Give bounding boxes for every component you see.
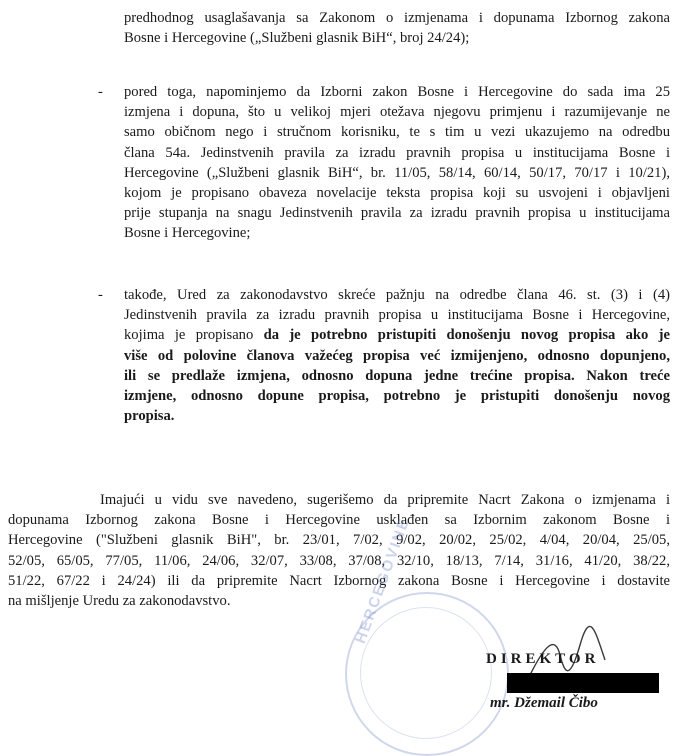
text-line: samo običnom nego i stručnom korisniku, te s tim u vezi ukazujemo na odredbu bbox=[124, 124, 670, 141]
emphasis-span: da je potrebno pristupiti donošenju novog propisa ako je bbox=[263, 327, 670, 344]
text-line: člana 54a. Jedinstvenih pravila za izradu pravnih propisa u institucijama Bosne i bbox=[124, 144, 670, 161]
emphasis-line: više od polovine članova važećeg propisa već izmijenjeno, odnosno dopunjeno, bbox=[124, 347, 670, 364]
text-line: predhodnog usaglašavanja sa Zakonom o izmjenama i dopunama Izbornog zakona bbox=[124, 10, 670, 26]
bullet-dash: - bbox=[98, 287, 103, 303]
text-line: Hercegovine ("Službeni glasnik BiH", br. 23/01, 7/02, 9/02, 20/02, 25/02, 4/04, 20/04, 25/05, bbox=[8, 532, 670, 549]
emphasis-line: ili se predlaže izmjena, odnosno dopuna jedne trećine propisa. Nakon treće bbox=[124, 367, 670, 384]
intro-paragraph bbox=[124, 8, 670, 48]
signatory-title: DIREKTOR bbox=[486, 651, 600, 667]
signatory-name: mr. Džemail Čibo bbox=[490, 695, 598, 711]
text-line: prije stupanja na snagu Jedinstvenih pravila za izradu pravnih propisa u institucijama bbox=[124, 205, 670, 222]
bullet-dash: - bbox=[98, 84, 103, 100]
emphasis-line: izmjene, odnosno dopune propisa, potrebno je pristupiti donošenju novog bbox=[124, 388, 670, 405]
text-line: Bosne i Hercegovine („Službeni glasnik BiH“, broj 24/24); bbox=[124, 30, 470, 47]
stamp-text: HERCEGOVINE bbox=[352, 515, 414, 646]
emphasis-line: propisa. bbox=[124, 408, 175, 425]
text-line: izmjena i dopuna, što u velikoj mjeri otežava njegovu primjenu i razumijevanje ne bbox=[124, 104, 670, 121]
text-line: Hercegovine („Službeni glasnik BiH“, br. 11/05, 58/14, 60/14, 50/17, 70/17 i 10/21), bbox=[124, 164, 670, 181]
text-line: 51/22, 67/22 i 24/24) ili da pripremite Nacrt Izbornog zakona Bosne i Hercegovine i dostavite bbox=[8, 572, 670, 589]
official-stamp-inner-ring bbox=[360, 607, 492, 739]
text-line: kojom je propisano obaveza novelacije teksta propisa koji su usvojeni i objavljeni bbox=[124, 185, 670, 202]
redaction-bar bbox=[507, 673, 659, 693]
text-line: na mišljenje Uredu za zakonodavstvo. bbox=[8, 593, 231, 610]
bullet-paragraph-1 bbox=[124, 82, 670, 244]
text-line: pored toga, napominjemo da Izborni zakon Bosne i Hercegovine do sada ima 25 bbox=[124, 84, 670, 100]
text-line: Imajući u vidu sve navedeno, sugerišemo da pripremite Nacrt Zakona o izmjenama i bbox=[100, 492, 670, 508]
text-line: takođe, Ured za zakonodavstvo skreće pažnju na odredbe člana 46. st. (3) i (4) bbox=[124, 287, 670, 303]
mixed-text-line bbox=[124, 325, 670, 345]
text-span: kojima je propisano bbox=[124, 327, 264, 344]
text-line: dopunama Izbornog zakona Bosne i Hercegovine usklađen sa Izbornim zakonom Bosne i bbox=[8, 512, 670, 529]
bullet-paragraph-2 bbox=[124, 285, 670, 426]
text-line: 52/05, 65/05, 77/05, 11/06, 24/06, 32/07, 33/08, 37/08, 32/10, 18/13, 7/14, 31/16, 41/20, 38/22, bbox=[8, 552, 670, 569]
text-line: Bosne i Hercegovine; bbox=[124, 225, 251, 242]
conclusion-paragraph bbox=[8, 490, 670, 611]
text-line: Jedinstvenih pravila za izradu pravnih propisa u institucijama Bosne i Hercegovine, bbox=[124, 307, 670, 324]
